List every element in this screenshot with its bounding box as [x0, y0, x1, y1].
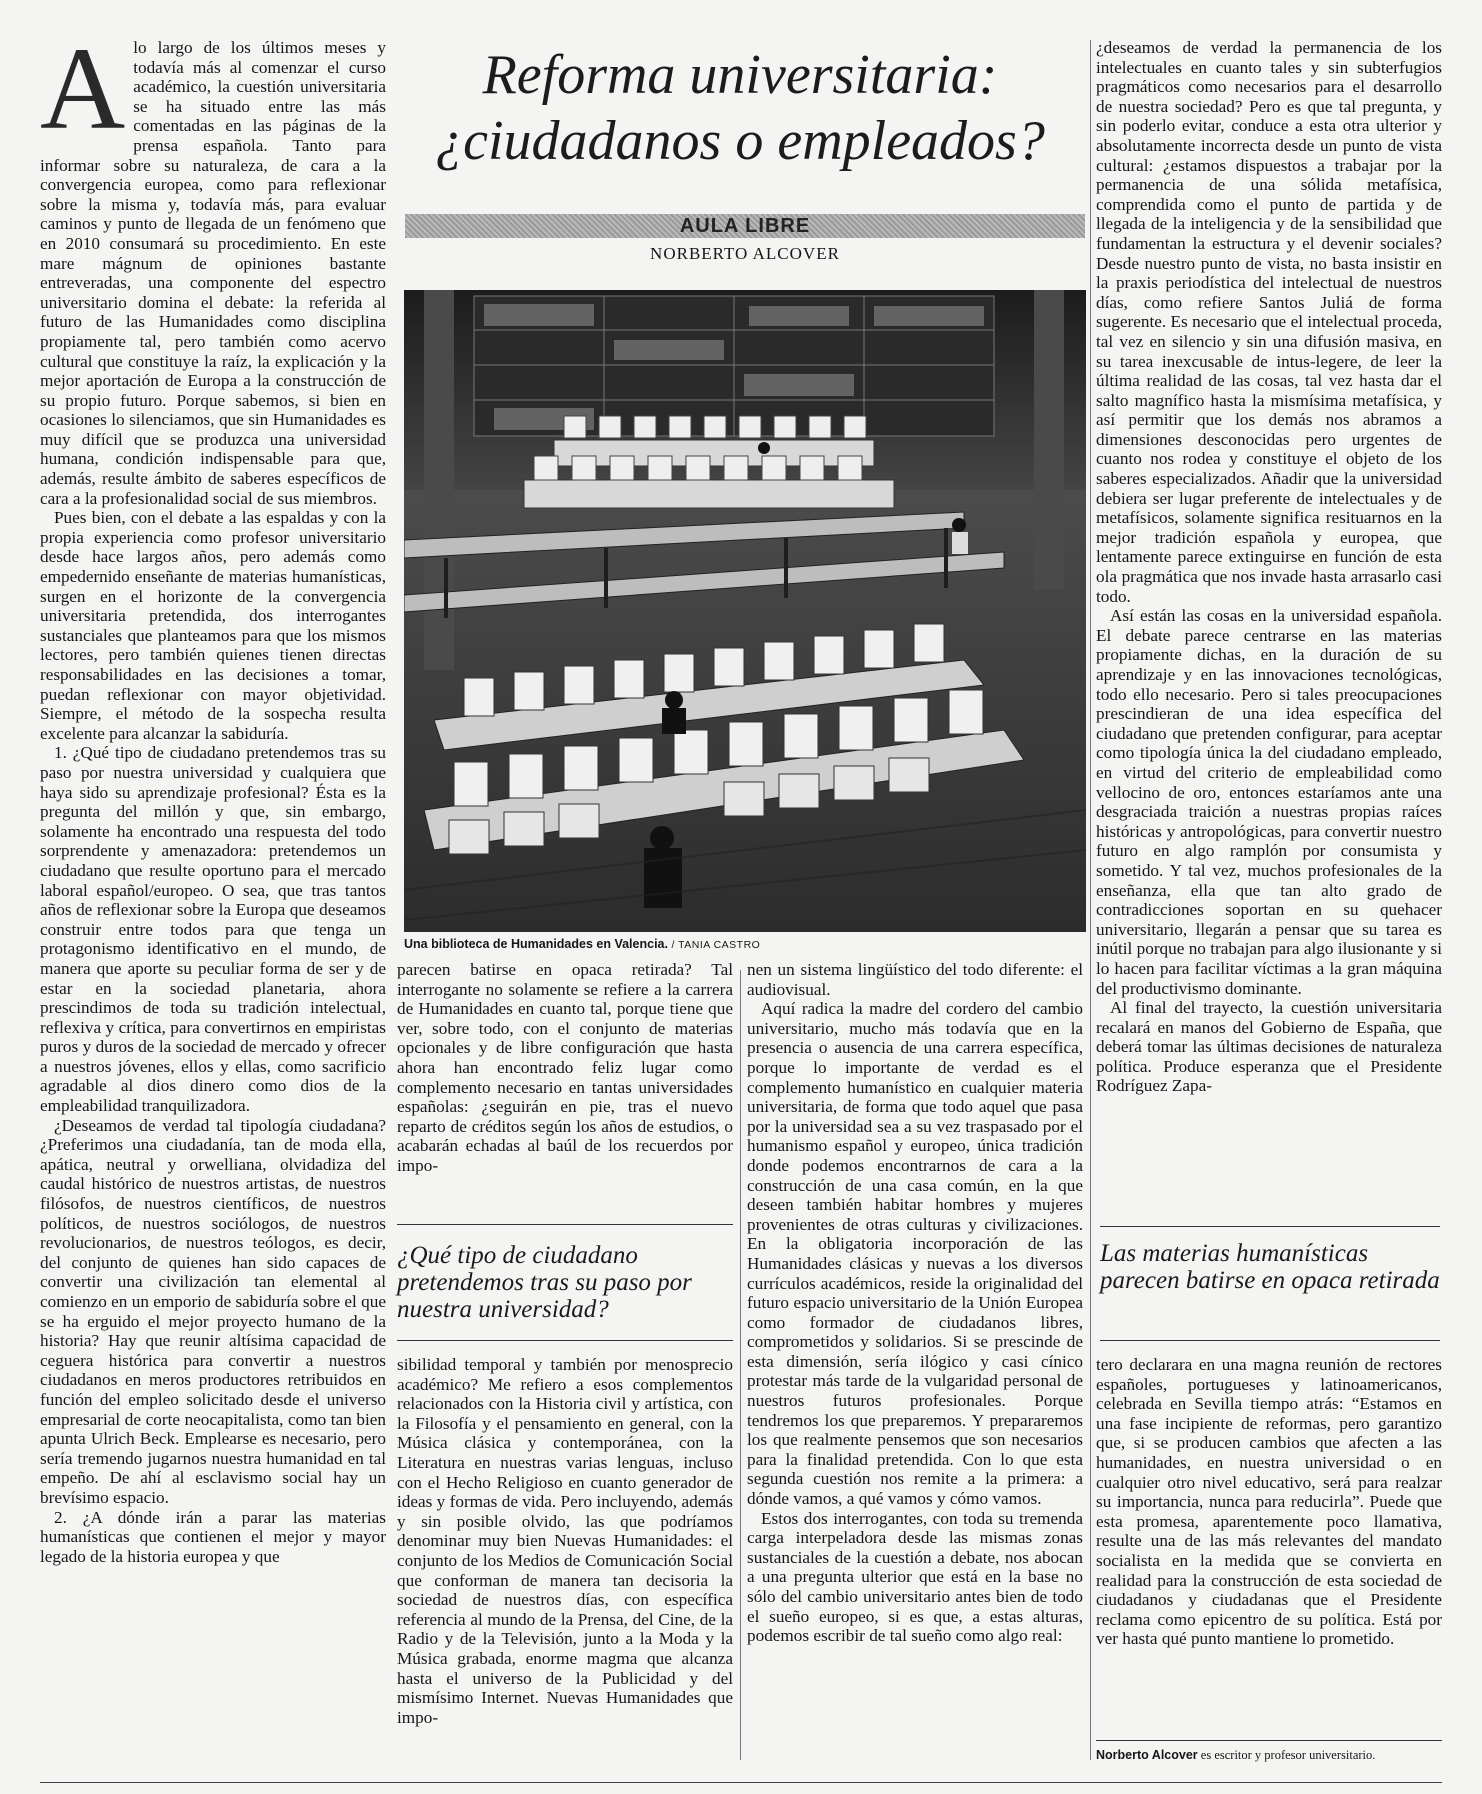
page-bottom-rule: [40, 1782, 1442, 1783]
headline-line-1: Reforma universitaria:: [482, 44, 998, 106]
article-column-1: [40, 23, 386, 1566]
drop-cap: A: [40, 23, 126, 154]
byline: NORBERTO ALCOVER: [650, 244, 840, 263]
paragraph: tero declarara en una magna reunión de rectores españoles, portugueses y latinoamericanos, celebrada en Sevilla tiempo atrás: “Estamos en una fase incipiente de reformas, pero garantizo que, si se producen cambios que afecten a las humanidades, en nuestra universidad o en cualquier otro nivel educativo, será para realzar su importancia, nunca para reducirla”. Puede que esta promesa, aparentemente poco llamativa, resulte una de las más relevantes del mandato socialista en la medida que se convierta en realidad para la construcción de esta sociedad de ciudadanos y ciudadanas que el Presidente reclama como epicentro de su política. Está por ver hasta qué punto mantiene lo prometido.: [1096, 1355, 1442, 1649]
paragraph: Así están las cosas en la universidad española. El debate parece centrarse en las materias propiamente dichas, en la duración de su aprendizaje y en las innovaciones tecnológicas, todo ello necesario. Pero si tales preocupaciones prescindieran de una idea específica del ciudadano que pretenden configurar, para aceptar como tipología única la del ciudadano empleado, en virtud del criterio de empleabilidad como vellocino de oro, entonces estaríamos ante una desgraciada traición a nuestras propias raíces históricas y antropológicas, para convertir nuestro futuro en algo ramplón por consumista y sometido. Y tal vez, muchos profesionales de la enseñanza, ella que tan alto grado de contradicciones soportan en su quehacer universitario, llegarán a pensar que su tarea es inútil porque no trabajan para algo ilusionante y si lo hacen para facilitar víctimas a la gran máquina del productivismo dominante.: [1096, 606, 1442, 998]
column-divider: [740, 970, 741, 1760]
pull-quote-2-top-rule: [1100, 1226, 1440, 1227]
paragraph: nen un sistema lingüístico del todo diferente: el audiovisual.: [747, 960, 1083, 999]
article-column-2-bottom: [397, 1355, 733, 1727]
headline-line-2: ¿ciudadanos o empleados?: [435, 110, 1045, 172]
paragraph: sibilidad temporal y también por menosprecio académico? Me refiero a esos complementos relacionados con la Historia civil y artística, con la Filosofía y el pensamiento en general, con la Música clásica y contemporánea, con la Literatura en nuestras varias lenguas, incluso con el Hecho Religioso en cuanto generador de ideas y formas de vida. Pero incluyendo, además y sin posible olvido, las que podríamos denominar muy bien Nuevas Humanidades: el conjunto de los Medios de Comunicación Social que conforman de manera tan decisoria la sociedad de nuestros días, con específica referencia al mundo de la Prensa, del Cine, de la Radio y de la Televisión, junto a la Moda y la Música grabada, enorme magma que alcanza hasta el universo de la Publicidad y del mismísimo Internet. Nuevas Humanidades que impo-: [397, 1355, 733, 1727]
author-bio: [1096, 1748, 1442, 1763]
paragraph: Al final del trayecto, la cuestión universitaria recalará en manos del Gobierno de España, que deberá tomar las últimas decisiones de naturaleza política. Produce esperanza que el Presidente Rodríguez Zapa-: [1096, 998, 1442, 1096]
section-bar: [405, 214, 1085, 238]
article-column-4-top: [1096, 38, 1442, 1096]
paragraph: Estos dos interrogantes, con toda su tremenda carga interpeladora desde las mismas zonas sustanciales de la cuestión a debate, nos abocan a una pregunta ulterior que está en la base no sólo del cambio universitario antes bien de todo el sueño europeo, si es que, a estas alturas, podemos escribir de tal sueño como algo real:: [747, 1508, 1083, 1646]
paragraph: 2. ¿A dónde irán a parar las materias humanísticas que contienen el mejor y mayor legado de la historia europea y que: [40, 1507, 386, 1566]
paragraph: Pues bien, con el debate a las espaldas y con la propia experiencia como profesor universitario desde hace largos años, pero además como empedernido enseñante de materias humanísticas, surgen en el horizonte de la convergencia universitaria pretendida, dos interrogantes sustanciales que planteamos para que los mismos lectores, pero también quienes tienen directas responsabilidades en las decisiones a tomar, puedan reflexionar con mayor objetividad. Siempre, el método de la sospecha resulta excelente para alcanzar la sabiduría.: [40, 508, 386, 743]
article-column-4-bottom: [1096, 1355, 1442, 1649]
paragraph: Aquí radica la madre del cordero del cambio universitario, mucho más todavía que en la presencia o ausencia de una carrera específica, porque lo importante de verdad es el complemento humanístico en cualquier materia universitaria, de forma que todo aquel que pasa por la universidad sea a su vez traspasado por el humanismo español y europeo, única tradición donde podemos encontrarnos de cara a la construcción de una casa común, en la que deseen también habitar hombres y mujeres provenientes de otras culturas y civilizaciones. En la obligatoria incorporación de las Humanidades clásicas y nuevas a los diversos currículos académicos, reside la originalidad del futuro espacio universitario de la Unión Europea como formador de ciudadanos libres, comprometidos y solidarios. Si se prescinde de esta dimensión, sería ilógico y casi cínico protestar más tarde de la vulgaridad personal de nuestros futuros profesionales. Porque tendremos los que preparemos. Y prepararemos los que realmente pensemos que son necesarios para la finalidad pretendida. Con lo que esta segunda cuestión nos remite a la primera: a dónde vamos, a qué vamos y cómo vamos.: [747, 999, 1083, 1509]
caption-text: Una biblioteca de Humanidades en Valencia.: [404, 937, 668, 951]
photo-credit: / TANIA CASTRO: [671, 939, 761, 951]
paragraph: lo largo de los últimos meses y todavía más al comenzar el curso académico, la cuestión universitaria se ha situado entre las más comentadas en las páginas de la prensa española. Tanto para informar sobre su naturaleza, de cara a la convergencia europea, como para reflexionar sobre la misma y, todavía más, para evaluar caminos y punto de llegada de un fenómeno que en 2010 consumará su procedimiento. En este mare mágnum de opiniones bastante entreveradas, una componente del espectro universitario domina el debate: la referida al futuro de las Humanidades como disciplina propiamente tal, pero también como acervo cultural que constituye la raíz, la explicación y la mejor aportación de Europa a la construcción de su propio futuro. Porque sabemos, si bien en ocasiones lo silenciamos, que sin Humanidades es muy difícil que se produzca una universidad humana, condición indispensable para que, además, resulte ámbito de saberes específicos de cara a la profesionalidad social de sus miembros.: [40, 38, 386, 508]
paragraph: parecen batirse en opaca retirada? Tal interrogante no solamente se refiere a la carrera de Humanidades en cuanto tal, porque tiene que ver, sobre todo, con el conjunto de materias opcionales y de libre configuración que hasta ahora han encontrado feliz lugar como complemento necesario en tantas universidades españolas: ¿seguirán en pie, tras el nuevo reparto de créditos según los años de estudios, o acabarán echadas al baúl de los recuerdos por impo-: [397, 960, 733, 1175]
pull-quote-1: ¿Qué tipo de ciudadano pretendemos tras su paso por nuestra universidad?: [397, 1242, 692, 1323]
paragraph: 1. ¿Qué tipo de ciudadano pretendemos tras su paso por nuestra universidad y cualquiera que haya sido su aprendizaje profesional? Ésta es la pregunta del millón y que, sin embargo, solamente ha encontrado una respuesta del todo sorprendente y amenazadora: pretendemos un ciudadano que resulte oportuno para el mercado laboral español/europeo. O sea, que tras tantos años de reflexionar sobre la Europa que deseamos construir entre todos para que tenga un protagonismo identificativo en el mundo, de manera que aporte su peculiar forma de ser y de estar en la sociedad planetaria, ahora prescindimos de toda su tradición intelectual, reflexiva y crítica, para convertirnos en empiristas puros y duros de la sociedad de mercado y ofrecer a nuestros jóvenes, ellos y ellas, como sacrificio agradable al dios dinero como dios de la empleabilidad tranquilizadora.: [40, 743, 386, 1116]
section-label: AULA LIBRE: [679, 215, 811, 237]
pull-quote-bottom-rule: [397, 1340, 733, 1341]
author-description: es escritor y profesor universitario.: [1200, 1748, 1376, 1762]
library-photo: [404, 290, 1086, 932]
photo-caption: [404, 937, 1086, 951]
paragraph: ¿deseamos de verdad la permanencia de los intelectuales en cuanto tales y sin subterfugios pragmáticos como necesarios para el desarrollo de nuestra sociedad? Pero es que tal pregunta, y sin poderlo evitar, conduce a esta otra ulterior y absolutamente incorrecta desde un punto de vista cultural: ¿estamos dispuestos a trabajar por la permanencia de una sólida metafísica, comprendida como el punto de partida y de llegada de la inteligencia y de la sensibilidad que fundamentan la estructura y el devenir sociales? Desde nuestro punto de vista, no basta insistir en la praxis periodística del intelectual de nuestros días, como refiere Santos Juliá de forma sugerente. Es necesario que el intelectual proceda, tal vez en silencio y sin una difusión masiva, en su tarea inexcusable de intus-legere, de leer la última realidad de las cosas, tal vez hasta dar el salto magnífico hasta la mismísima metafísica, y así permitir que los demás nos abramos a dimensiones desconocidas pero urgentes de cuanto nos rodea y constituye el objeto de los saberes especializados. Añadir que la universidad debiera ser lugar preferente de intelectuales y de metafísicos, solamente significa resituarnos en la mejor tradición española y europea, que lentamente parece extinguirse en función de esta ola pragmática que nos invade hasta arrasarlo casi todo.: [1096, 38, 1442, 606]
pull-quote-top-rule: [397, 1224, 733, 1225]
pull-quote-2-bottom-rule: [1100, 1340, 1440, 1341]
bio-rule: [1096, 1740, 1442, 1741]
paragraph: ¿Deseamos de verdad tal tipología ciudadana? ¿Preferimos una ciudadanía, tan de moda ella, apática, neutral y orwelliana, olvidadiza del caudal histórico de nuestros artistas, de nuestros filósofos, de nuestros científicos, de nuestros políticos, de nuestros sociólogos, de nuestros revolucionarios, de nuestros teólogos, es decir, del conjunto de quienes han sido capaces de convertir una civilización tan elemental al comienzo en un emporio de sabiduría sobre el que se ha erguido el mejor proyecto humano de la historia? Hay que reunir altísima capacidad de ceguera histórica para convertir a nuestros ciudadanos en meros productores retribuidos en función del empleo solicitado desde el universo empresarial de corte neocapitalista, como tan bien apunta Ulrich Beck. Emplearse es necesario, pero sería tremendo jugarnos nuestra humanidad en tal empeño. De ahí al esclavismo social hay un brevísimo espacio.: [40, 1115, 386, 1507]
headline: [400, 42, 1080, 174]
article-column-2-top: [397, 960, 733, 1176]
pull-quote-2: Las materias humanísticas parecen batirse en opaca retirada: [1100, 1240, 1440, 1294]
column-divider: [1090, 40, 1091, 1760]
article-column-3: [747, 960, 1083, 1646]
author-name: Norberto Alcover: [1096, 1748, 1198, 1762]
